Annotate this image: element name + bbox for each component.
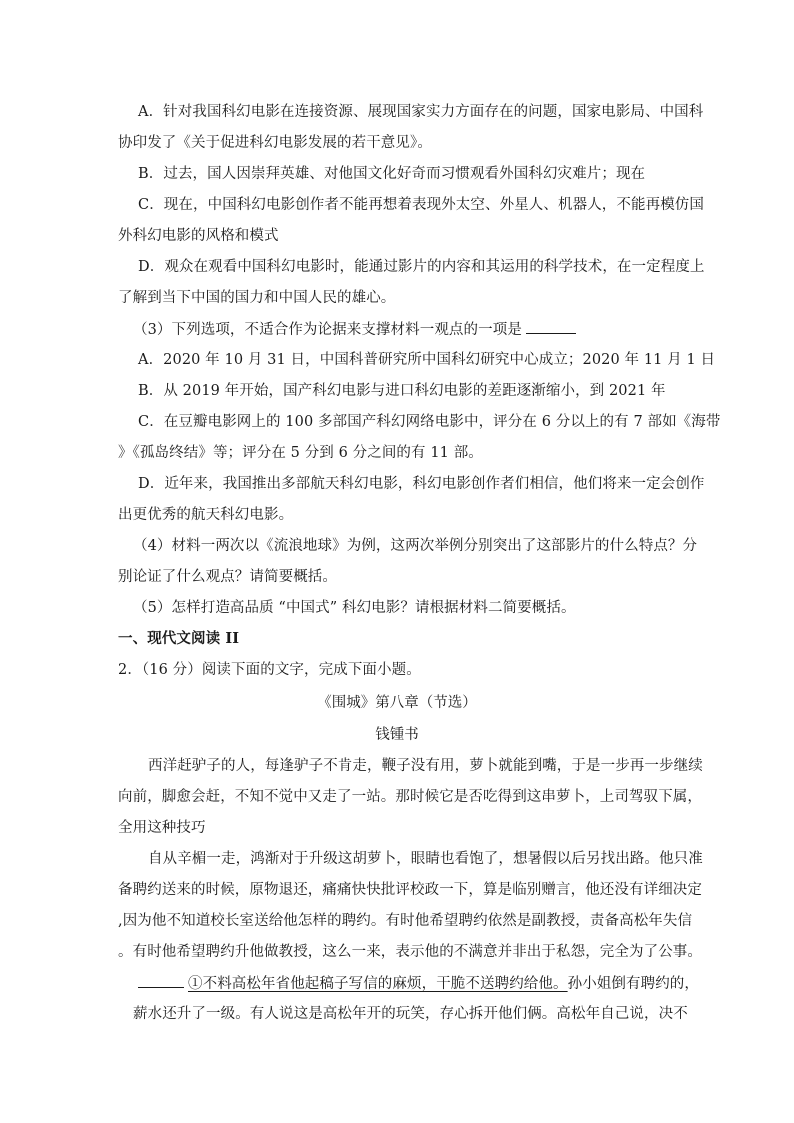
passage-title: 《围城》第八章（节选） <box>317 695 477 711</box>
q3-option-d-line1: D．近年来，我国推出多部航天科幻电影，科幻电影创作者们相信，他们将来一定会创作 <box>138 476 705 492</box>
q3-option-c-line2: 》《孤岛终结》等；评分在 5 分到 6 分之间的有 11 部。 <box>118 445 483 461</box>
q2-option-a-line1: A．针对我国科幻电影在连接资源、展现国家实力方面存在的问题，国家电影局、中国科 <box>138 104 704 120</box>
q4-line2: 别论证了什么观点？请简要概括。 <box>118 569 337 585</box>
q2-option-a-line2: 协印发了《关于促进科幻电影发展的若干意见》。 <box>118 135 432 151</box>
underlined-sentence-1: ①不料高松年省他起稿子写信的麻烦，干脆不送聘约给他。 <box>188 976 568 992</box>
passage-p3-line1-rest: 孙小姐倒有聘约的， <box>567 976 700 992</box>
passage-p2-line3: ,因为他不知道校长室送给他怎样的聘约。有时他希望聘约依然是副教授，责备高松年失信 <box>118 913 693 929</box>
passage-p1-line3: 全用这种技巧 <box>118 820 206 836</box>
answer-blank[interactable] <box>526 319 576 334</box>
q2-option-d-line2: 了解到当下中国的国力和中国人民的雄心。 <box>118 290 396 306</box>
q2-option-c-line1: C．现在，中国科幻电影创作者不能再想着表现外太空、外星人、机器人，不能再模仿国 <box>138 197 704 213</box>
q3-option-d-line2: 出更优秀的航天科幻电影。 <box>118 507 294 523</box>
q3-stem: （3）下列选项，不适合作为论据来支撑材料一观点的一项是 <box>133 322 522 338</box>
passage-p3-line1 <box>138 973 699 994</box>
passage-p2-line4: 。有时他希望聘约升他做教授，这么一来，表示他的不满意并非出于私怨，完全为了公事。 <box>118 944 702 960</box>
q2-option-c-line2: 外科幻电影的风格和模式 <box>118 228 279 244</box>
passage-p1-line2: 向前，脚愈会赶，不知不觉中又走了一站。那时候它是否吃得到这串萝卜，上司驾驭下属， <box>118 789 702 805</box>
q3-option-a-line1: A．2020 年 10 月 31 日，中国科普研究所中国科幻研究中心成立；2020 年 11 月 1 日 <box>138 352 716 368</box>
question2-intro: 2．（16 分）阅读下面的文字，完成下面小题。 <box>118 662 421 678</box>
q3-option-c-line1: C．在豆瓣电影网上的 100 多部国产科幻网络电影中，评分在 6 分以上的有 7 部如《海带 <box>138 414 721 430</box>
passage-p2-line2: 备聘约送来的时候，原物退还，痛痛快快批评校政一下，算是临别赠言，他还没有详细决定 <box>118 882 702 898</box>
q3-stem-line <box>133 319 576 340</box>
q5-line1: （5）怎样打造高品质 “中国式” 科幻电影？请根据材料二简要概括。 <box>133 600 576 616</box>
q2-option-b-line1: B．过去，国人因崇拜英雄、对他国文化好奇而习惯观看外国科幻灾难片；现在 <box>138 166 646 182</box>
passage-author: 钱锺书 <box>375 727 419 743</box>
q4-line1: （4）材料一两次以《流浪地球》为例，这两次举例分别突出了这部影片的什么特点？分 <box>133 538 698 554</box>
section-heading: 一、现代文阅读 II <box>118 630 240 647</box>
passage-p2-line1: 自从辛楣一走，鸿渐对于升级这胡萝卜，眼睛也看饱了，想暑假以后另找出路。他只准 <box>148 851 703 867</box>
passage-p1-line1: 西洋赶驴子的人，每逢驴子不肯走，鞭子没有用，萝卜就能到嘴，于是一步再一步继续 <box>148 758 703 774</box>
passage-p3-line2: 薪水还升了一级。有人说这是高松年开的玩笑，存心拆开他们俩。高松年自己说，决不 <box>133 1006 688 1022</box>
q2-option-d-line1: D．观众在观看中国科幻电影时，能通过影片的内容和其运用的科学技术，在一定程度上 <box>138 259 705 275</box>
q3-option-b-line1: B．从 2019 年开始，国产科幻电影与进口科幻电影的差距逐渐缩小，到 2021 年 <box>138 383 666 399</box>
answer-blank[interactable] <box>138 973 184 988</box>
